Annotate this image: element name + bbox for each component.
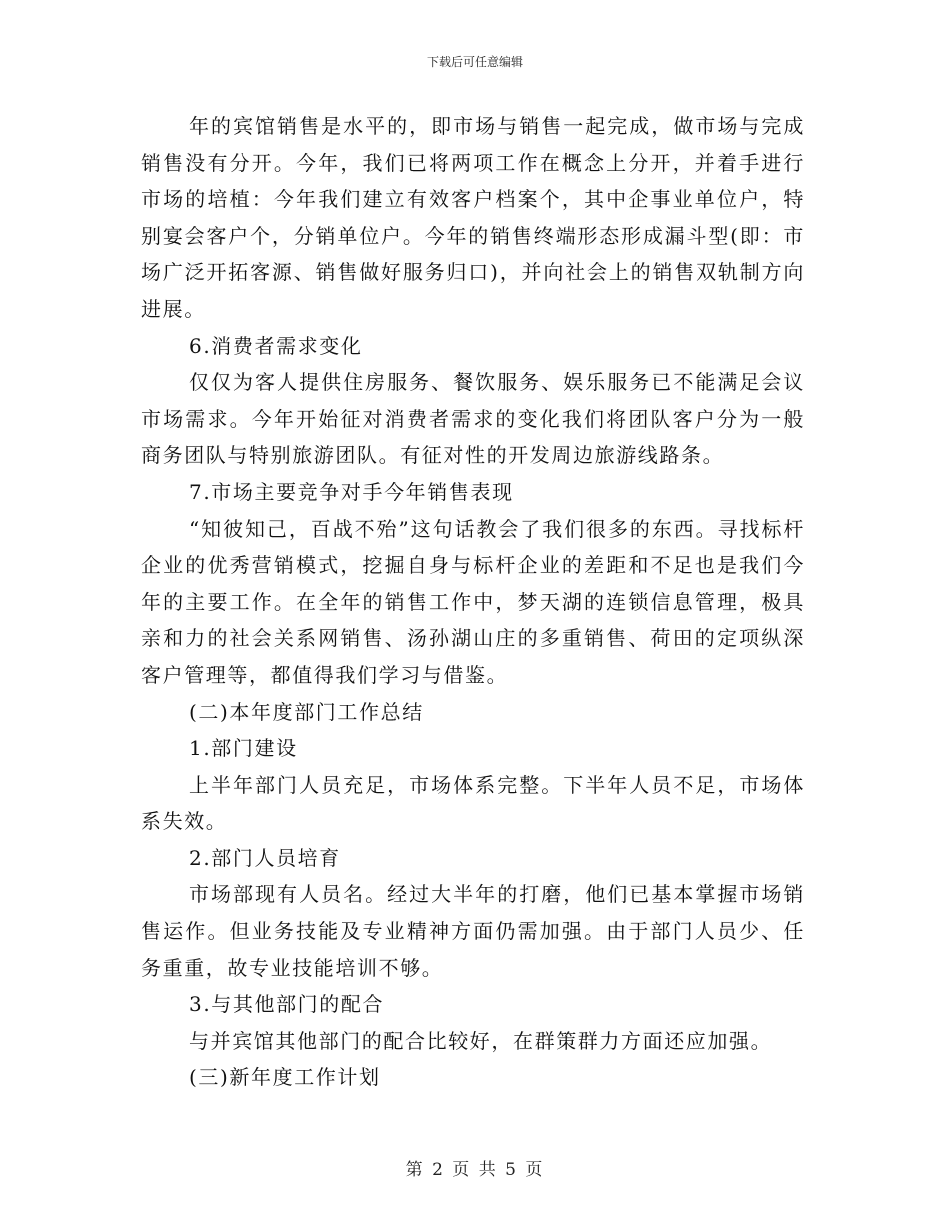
paragraph-sales-structure: 年的宾馆销售是水平的，即市场与销售一起完成，做市场与完成销售没有分开。今年，我们已将两项工作在概念上分开，并着手进行市场的培植：今年我们建立有效客户档案个，其中企事业单位户，特别宴会客户个，分销单位户。今年的销售终端形态形成漏斗型(即：市场广泛开拓客源、销售做好服务归口)，并向社会上的销售双轨制方向进展。 [141, 114, 805, 321]
page-number-footer: 第 2 页 共 5 页 [405, 1160, 545, 1180]
paragraph-staff-training: 市场部现有人员名。经过大半年的打磨，他们已基本掌握市场销售运作。但业务技能及专业精神方面仍需加强。由于部门人员少、任务重重，故专业技能培训不够。 [141, 882, 805, 980]
heading-staff-training: 2.部门人员培育 [189, 845, 341, 870]
paragraph-department-building: 上半年部门人员充足，市场体系完整。下半年人员不足，市场体系失效。 [141, 772, 805, 834]
paragraph-consumer-demand: 仅仅为客人提供住房服务、餐饮服务、娱乐服务已不能满足会议市场需求。今年开始征对消费者需求的变化我们将团队客户分为一般商务团队与特别旅游团队。有征对性的开发周边旅游线路条。 [141, 370, 805, 468]
heading-competitors: 7.市场主要竞争对手今年销售表现 [189, 479, 514, 504]
section-heading-annual-summary: (二)本年度部门工作总结 [189, 699, 424, 724]
paragraph-competitors: “知彼知己，百战不殆”这句话教会了我们很多的东西。寻找标杆企业的优秀营销模式，挖掘自身与标杆企业的差距和不足也是我们今年的主要工作。在全年的销售工作中，梦天湖的连锁信息管理，极具亲和力的社会关系网销售、汤孙湖山庄的多重销售、荷田的定项纵深客户管理等，都值得我们学习与借鉴。 [141, 516, 805, 687]
section-heading-new-year-plan: (三)新年度工作计划 [189, 1065, 381, 1090]
page-header: 下载后可任意编辑 [426, 55, 523, 69]
paragraph-cooperation: 与并宾馆其他部门的配合比较好，在群策群力方面还应加强。 [189, 1028, 773, 1053]
heading-consumer-demand: 6.消费者需求变化 [189, 333, 363, 358]
heading-department-building: 1.部门建设 [189, 736, 298, 761]
document-body [141, 108, 805, 1096]
heading-cooperation: 3.与其他部门的配合 [189, 992, 385, 1017]
